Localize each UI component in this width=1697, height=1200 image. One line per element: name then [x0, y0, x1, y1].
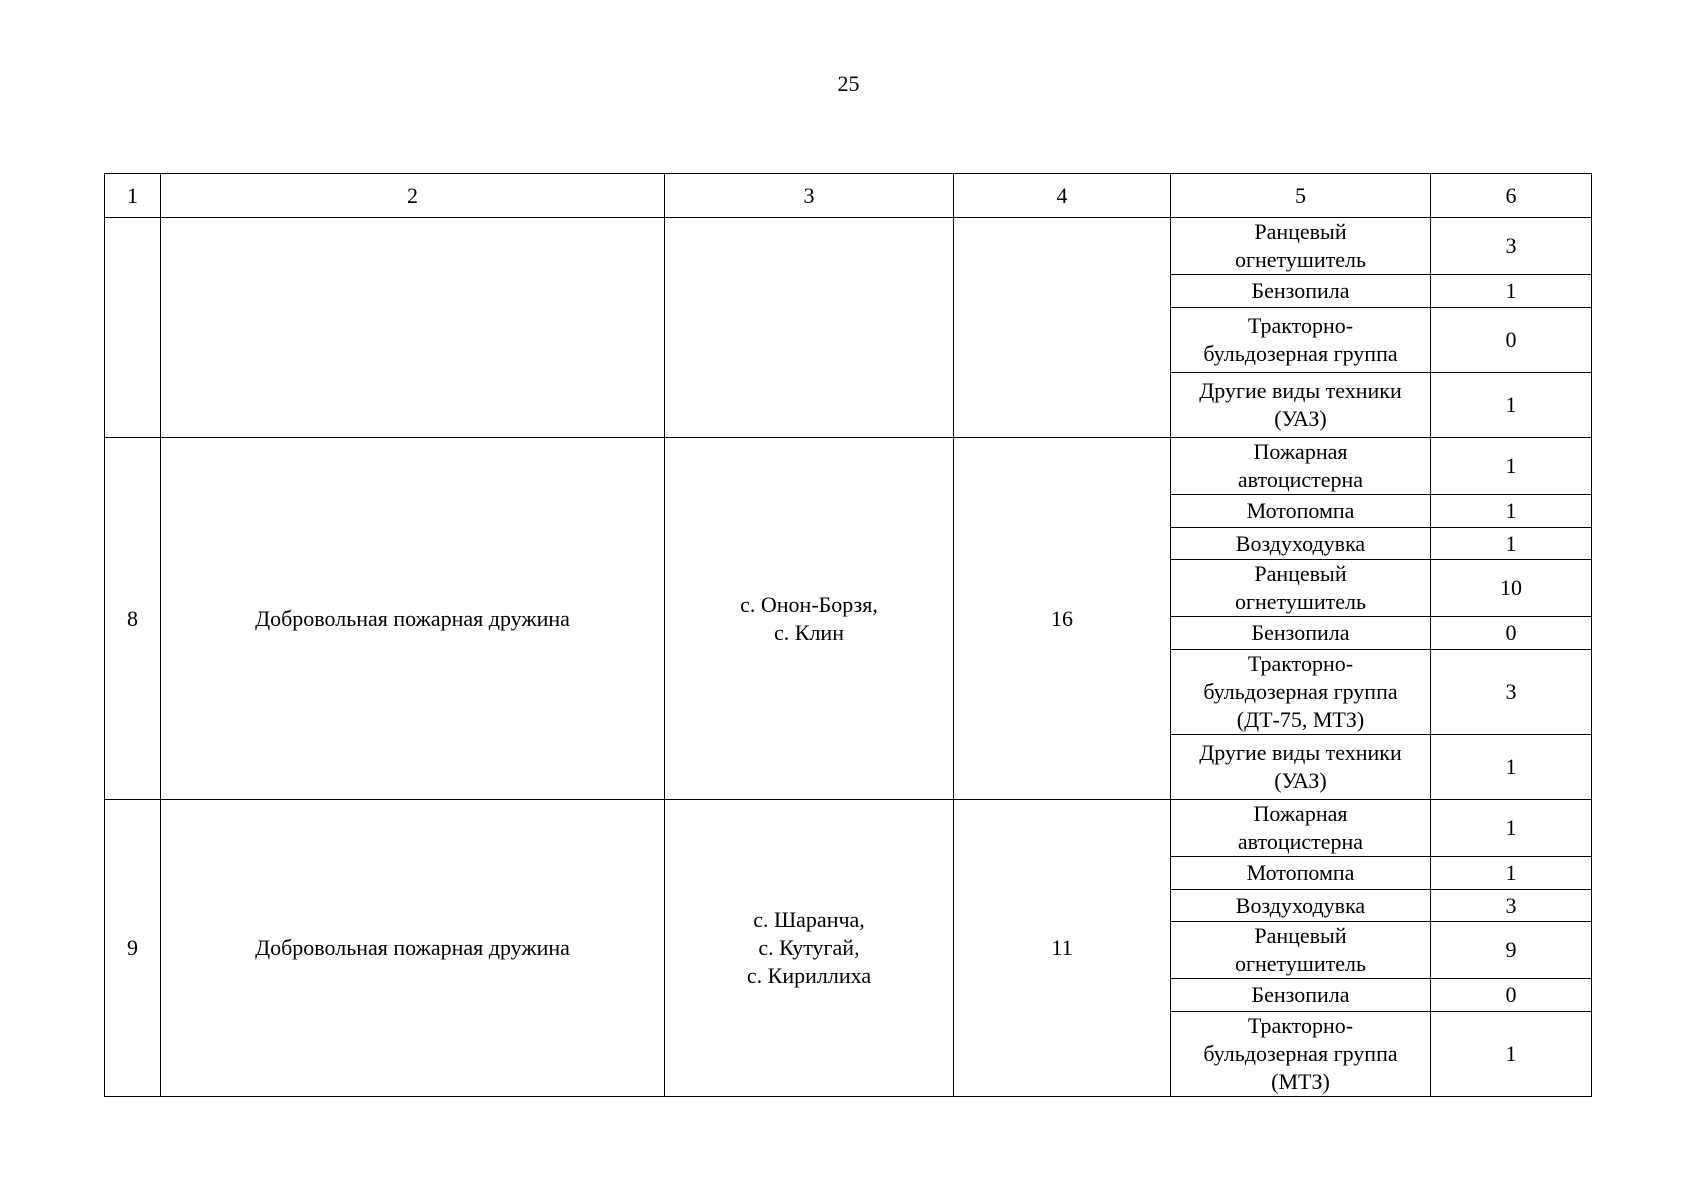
group-number: 9 [105, 800, 161, 1097]
equipment-count: 1 [1431, 373, 1592, 438]
equipment-name: Бензопила [1171, 275, 1431, 308]
header-cell-3: 3 [665, 174, 954, 218]
equipment-name: Воздуходувка [1171, 528, 1431, 560]
equipment-table [104, 173, 1592, 1097]
group-people: 16 [954, 438, 1171, 800]
group-people: 11 [954, 800, 1171, 1097]
equipment-count: 3 [1431, 650, 1592, 735]
continuation-type-cell [161, 218, 665, 438]
equipment-count: 1 [1431, 528, 1592, 560]
equipment-count: 3 [1431, 890, 1592, 922]
equipment-count: 1 [1431, 275, 1592, 308]
page-number: 25 [837, 71, 860, 96]
equipment-count: 10 [1431, 560, 1592, 617]
equipment-count: 0 [1431, 617, 1592, 650]
equipment-name: Другие виды техники (УАЗ) [1171, 735, 1431, 800]
equipment-name: Воздуходувка [1171, 890, 1431, 922]
group-location: с. Шаранча, с. Кутугай, с. Кириллиха [665, 800, 954, 1097]
table-row [105, 800, 1592, 857]
header-cell-1: 1 [105, 174, 161, 218]
equipment-name: Тракторно- бульдозерная группа [1171, 308, 1431, 373]
header-cell-4: 4 [954, 174, 1171, 218]
equipment-name: Ранцевый огнетушитель [1171, 560, 1431, 617]
equipment-count: 1 [1431, 735, 1592, 800]
header-cell-2: 2 [161, 174, 665, 218]
equipment-name: Бензопила [1171, 979, 1431, 1012]
equipment-name: Ранцевый огнетушитель [1171, 218, 1431, 275]
equipment-count: 1 [1431, 857, 1592, 890]
equipment-count: 0 [1431, 308, 1592, 373]
equipment-name: Мотопомпа [1171, 857, 1431, 890]
equipment-count: 9 [1431, 922, 1592, 979]
equipment-count: 1 [1431, 495, 1592, 528]
equipment-name: Мотопомпа [1171, 495, 1431, 528]
equipment-name: Пожарная автоцистерна [1171, 800, 1431, 857]
continuation-location-cell [665, 218, 954, 438]
equipment-name: Ранцевый огнетушитель [1171, 922, 1431, 979]
table-header-row [105, 174, 1592, 218]
equipment-count: 1 [1431, 800, 1592, 857]
equipment-count: 1 [1431, 1012, 1592, 1097]
header-cell-6: 6 [1431, 174, 1592, 218]
continuation-num-cell [105, 218, 161, 438]
equipment-name: Бензопила [1171, 617, 1431, 650]
equipment-name: Тракторно- бульдозерная группа (ДТ-75, МТЗ) [1171, 650, 1431, 735]
group-number: 8 [105, 438, 161, 800]
equipment-name: Тракторно- бульдозерная группа (МТЗ) [1171, 1012, 1431, 1097]
group-type: Добровольная пожарная дружина [161, 800, 665, 1097]
equipment-name: Пожарная автоцистерна [1171, 438, 1431, 495]
equipment-count: 0 [1431, 979, 1592, 1012]
header-cell-5: 5 [1171, 174, 1431, 218]
group-location: с. Онон-Борзя, с. Клин [665, 438, 954, 800]
equipment-count: 1 [1431, 438, 1592, 495]
group-type: Добровольная пожарная дружина [161, 438, 665, 800]
equipment-name: Другие виды техники (УАЗ) [1171, 373, 1431, 438]
continuation-people-cell [954, 218, 1171, 438]
table-row [105, 218, 1592, 275]
table-row [105, 438, 1592, 495]
equipment-count: 3 [1431, 218, 1592, 275]
